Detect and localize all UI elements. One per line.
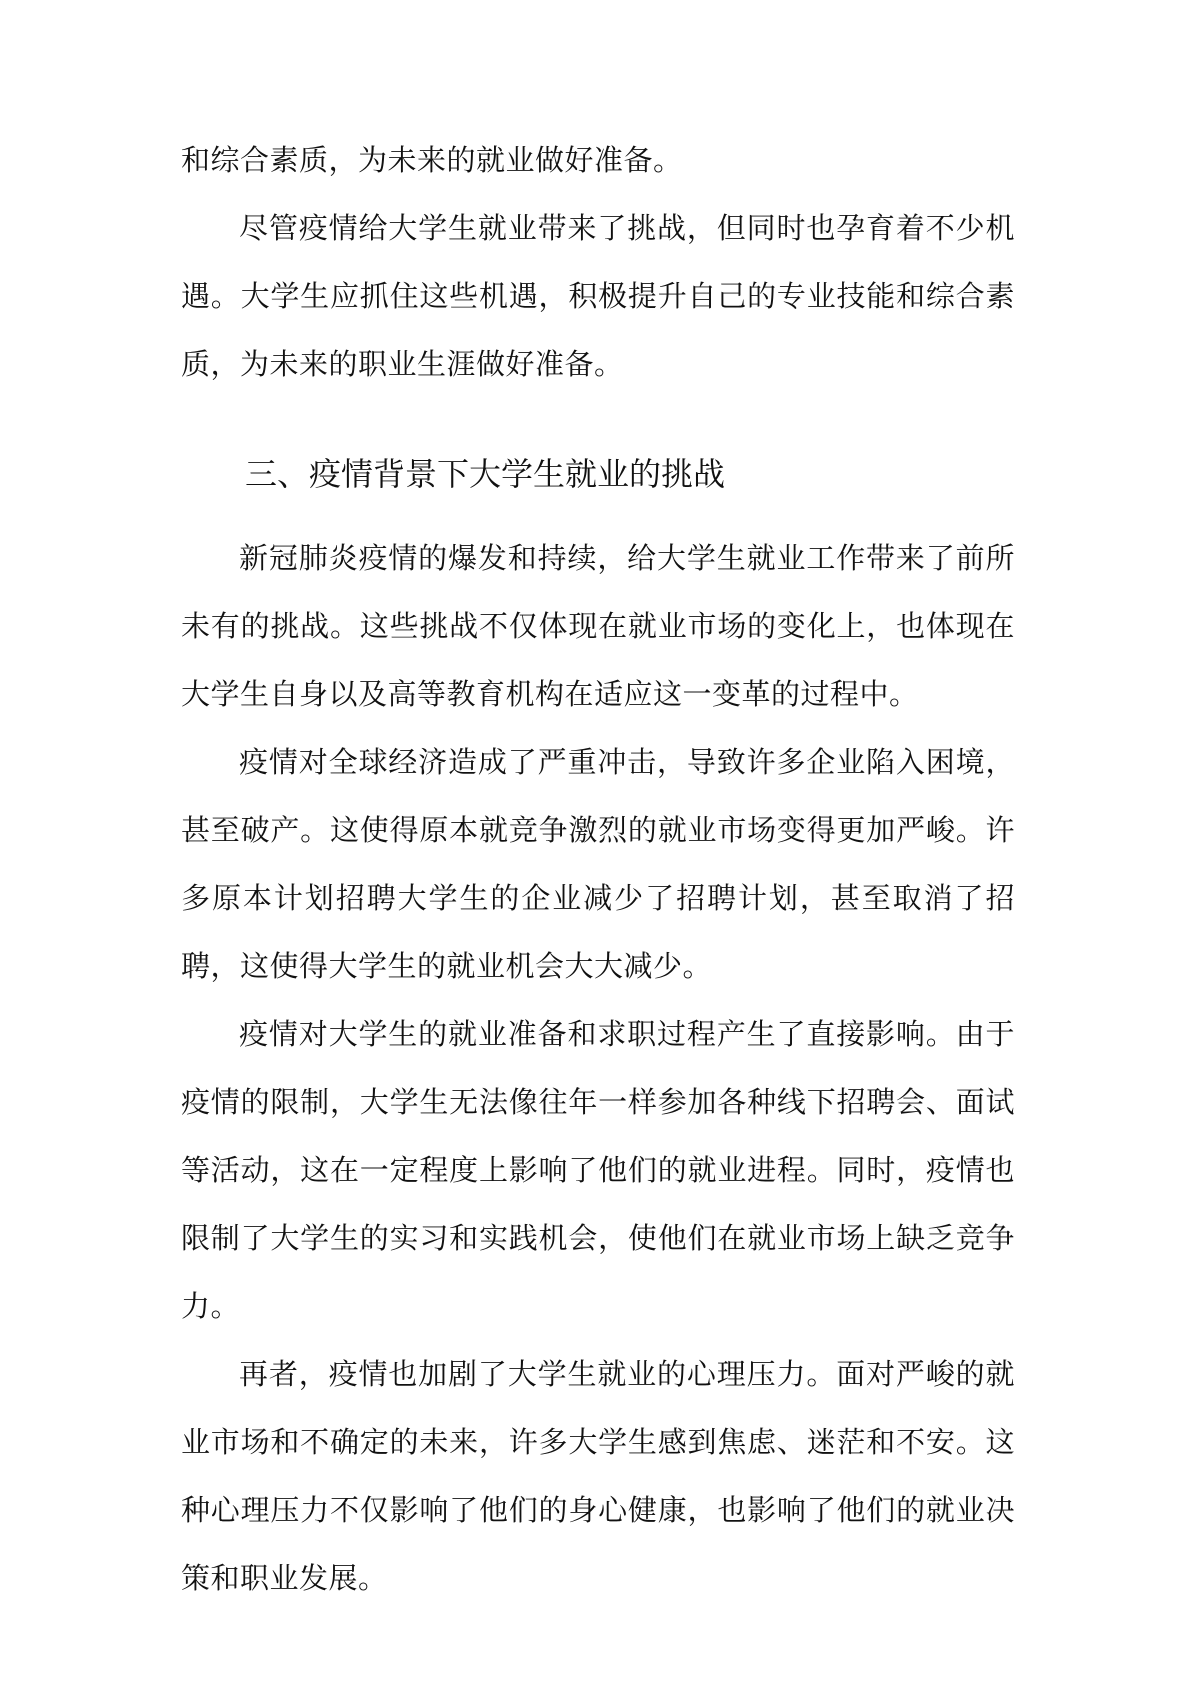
section-heading: 三、疫情背景下大学生就业的挑战 — [245, 455, 726, 493]
paragraph-opportunities: 尽管疫情给大学生就业带来了挑战，但同时也孕育着不少机遇。大学生应抓住这些机遇，积极提升自己的专业技能和综合素质，为未来的职业生涯做好准备。 — [181, 211, 1015, 381]
paragraph-intro: 新冠肺炎疫情的爆发和持续，给大学生就业工作带来了前所未有的挑战。这些挑战不仅体现在就业市场的变化上，也体现在大学生自身以及高等教育机构在适应这一变革的过程中。 — [181, 541, 1015, 711]
paragraph-economy: 疫情对全球经济造成了严重冲击，导致许多企业陷入困境，甚至破产。这使得原本就竞争激烈的就业市场变得更加严峻。许多原本计划招聘大学生的企业减少了招聘计划，甚至取消了招聘，这使得大学生的就业机会大大减少。 — [181, 745, 1015, 983]
paragraph-job-preparation: 疫情对大学生的就业准备和求职过程产生了直接影响。由于疫情的限制，大学生无法像往年一样参加各种线下招聘会、面试等活动，这在一定程度上影响了他们的就业进程。同时，疫情也限制了大学生的实习和实践机会，使他们在就业市场上缺乏竞争力。 — [181, 1017, 1015, 1323]
document-body — [181, 126, 1015, 1612]
paragraph-continuation: 和综合素质，为未来的就业做好准备。 — [181, 143, 683, 177]
paragraph-psychological-pressure: 再者，疫情也加剧了大学生就业的心理压力。面对严峻的就业市场和不确定的未来，许多大学生感到焦虑、迷茫和不安。这种心理压力不仅影响了他们的身心健康，也影响了他们的就业决策和职业发展。 — [181, 1357, 1015, 1595]
